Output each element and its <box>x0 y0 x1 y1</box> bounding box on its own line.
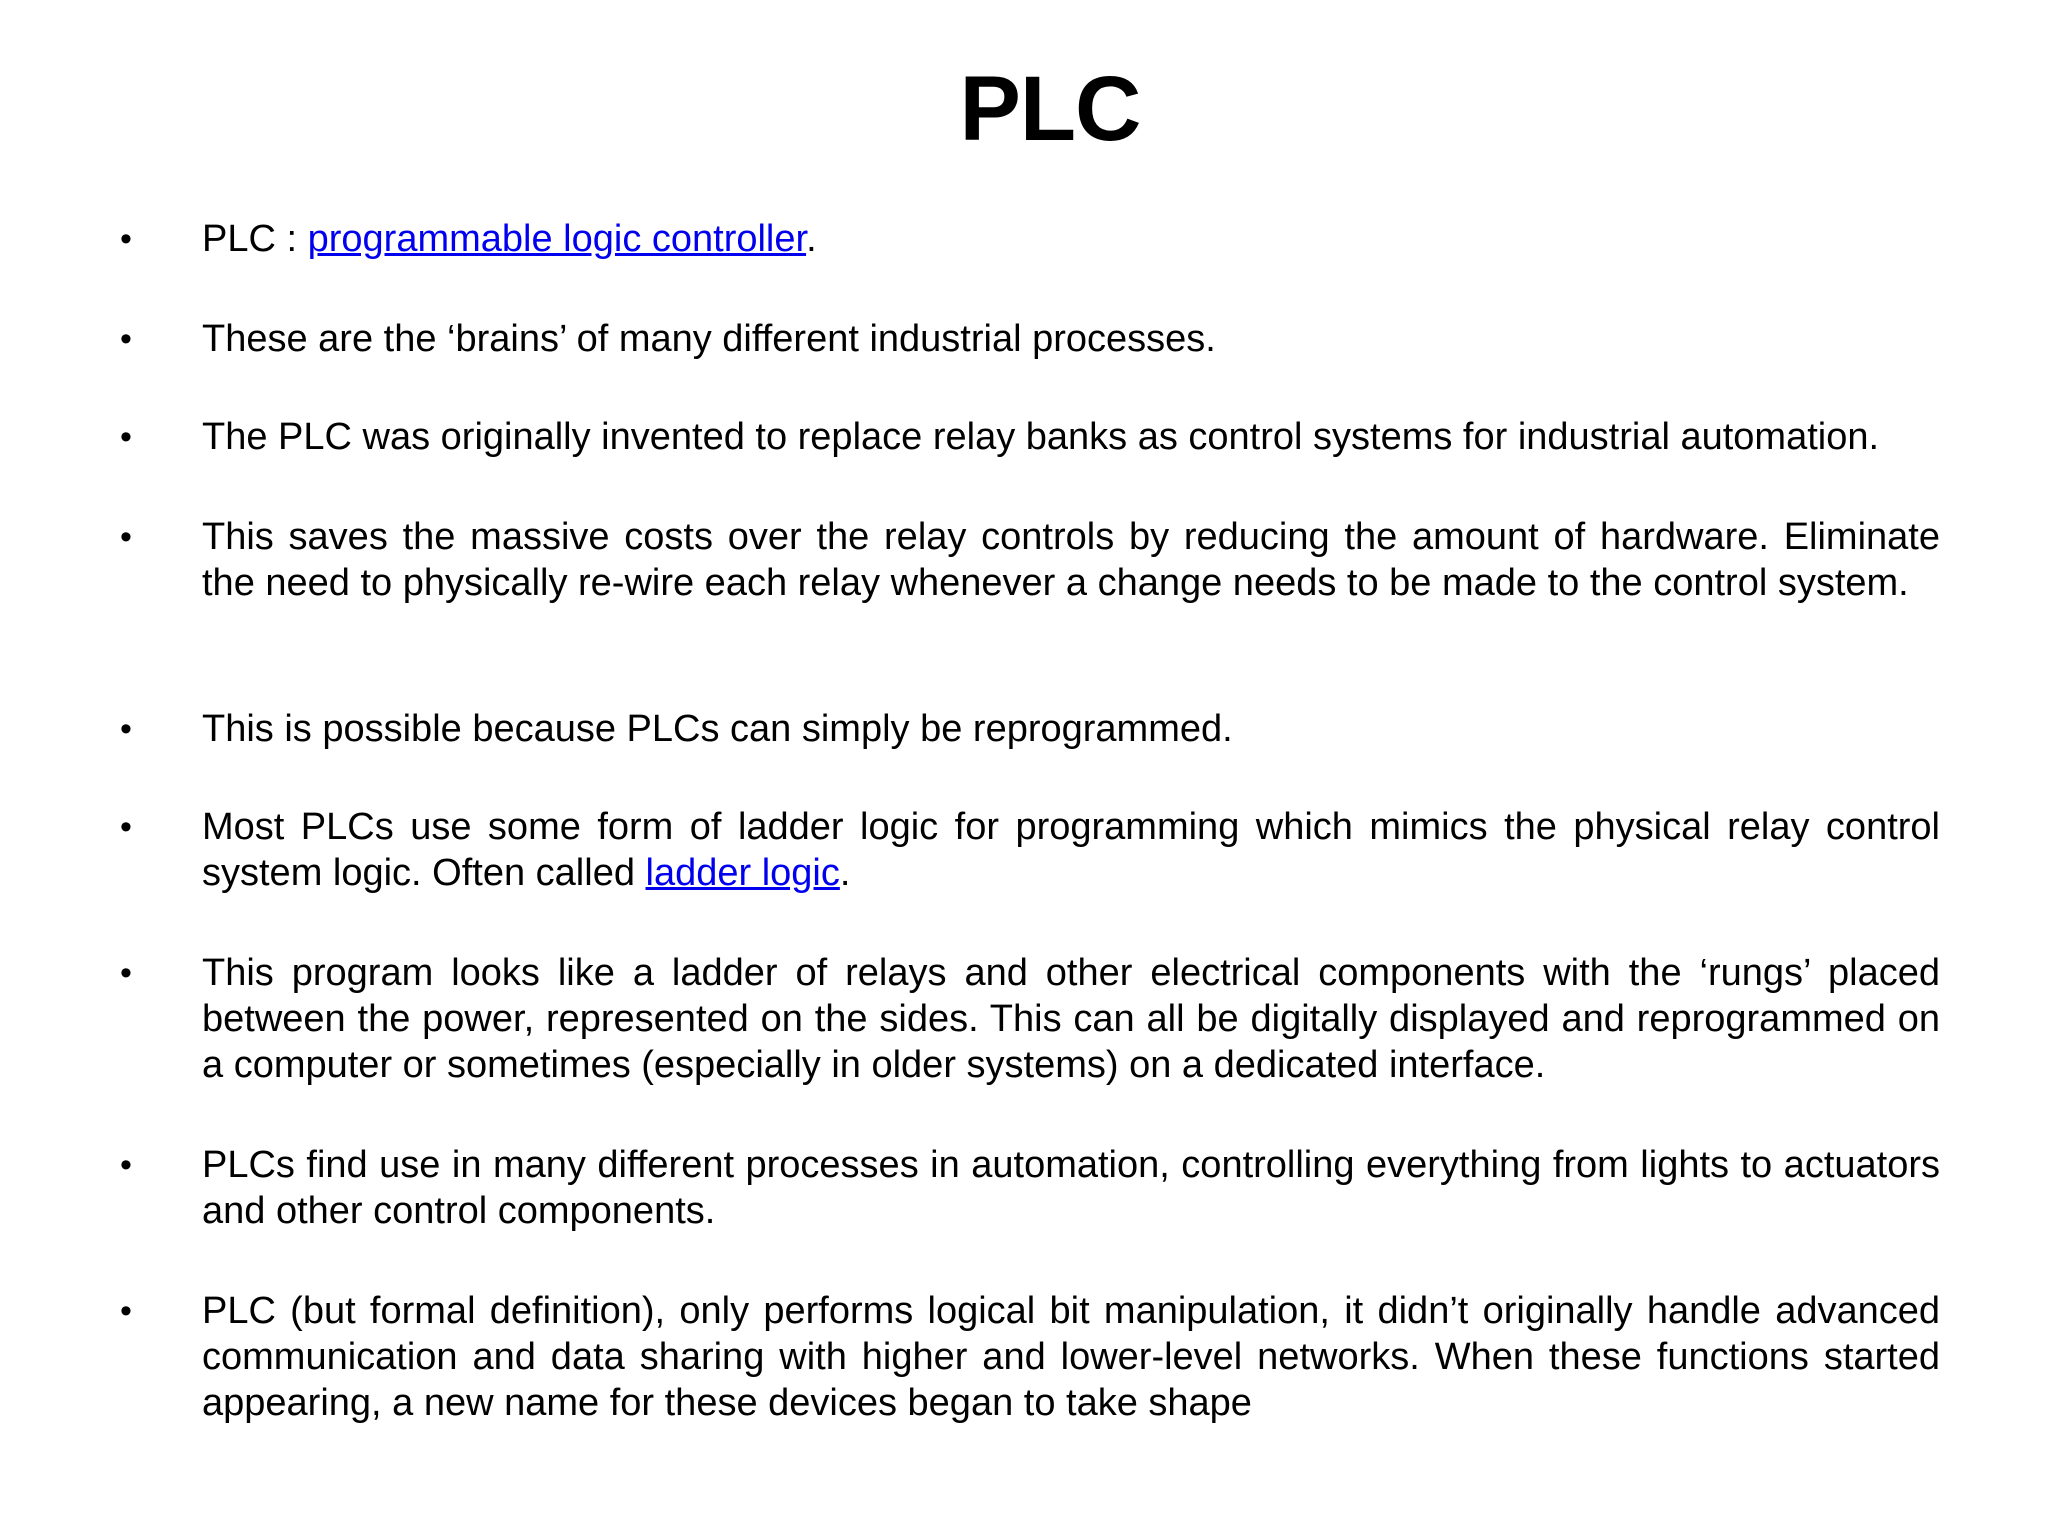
slide-title: PLC <box>959 58 1141 160</box>
bullet-text <box>202 216 1940 262</box>
bullet-text: This is possible because PLCs can simply be reprogrammed. <box>202 708 1233 750</box>
bullet-text: These are the ‘brains’ of many different industrial processes. <box>202 318 1216 360</box>
ladder-logic-link[interactable]: ladder logic <box>645 852 840 894</box>
bullet-icon: • <box>120 710 132 748</box>
programmable-logic-controller-link[interactable]: programmable logic controller <box>307 218 807 260</box>
bullet-text: This program looks like a ladder of relays and other electrical components with the ‘rungs’ placed between the power, represented on the sides. This can all be digitally displayed and reprogrammed on a computer or sometimes (especially in older systems) on a dedicated interface. <box>202 952 1940 1086</box>
bullet-text: The PLC was originally invented to replace relay banks as control systems for industrial automation. <box>202 416 1880 458</box>
bullet-text: This saves the massive costs over the relay controls by reducing the amount of hardware. Eliminate the need to physically re-wire each relay whenever a change needs to be made to the control system. <box>202 516 1940 604</box>
bullet-icon: • <box>120 320 132 358</box>
bullet-text-prefix: PLC : <box>202 218 308 260</box>
bullet-text-suffix: . <box>806 218 817 260</box>
bullet-text <box>202 804 1940 896</box>
bullet-icon: • <box>120 220 132 258</box>
bullet-icon: • <box>120 518 132 556</box>
bullet-icon: • <box>120 808 132 846</box>
bullet-icon: • <box>120 1146 132 1184</box>
bullet-icon: • <box>120 954 132 992</box>
bullet-text-prefix: Most PLCs use some form of ladder logic for programming which mimics the physical relay control system logic. Often called <box>202 806 1940 894</box>
bullet-text-suffix: . <box>839 852 851 894</box>
bullet-icon: • <box>120 1292 132 1330</box>
bullet-text: PLCs find use in many different processes in automation, controlling everything from lights to actuators and other control components. <box>202 1144 1940 1232</box>
bullet-text: PLC (but formal definition), only performs logical bit manipulation, it didn’t originally handle advanced communication and data sharing with higher and lower-level networks. When these functions started appearing, a new name for these devices began to take shape <box>202 1290 1940 1424</box>
bullet-icon: • <box>120 418 132 456</box>
